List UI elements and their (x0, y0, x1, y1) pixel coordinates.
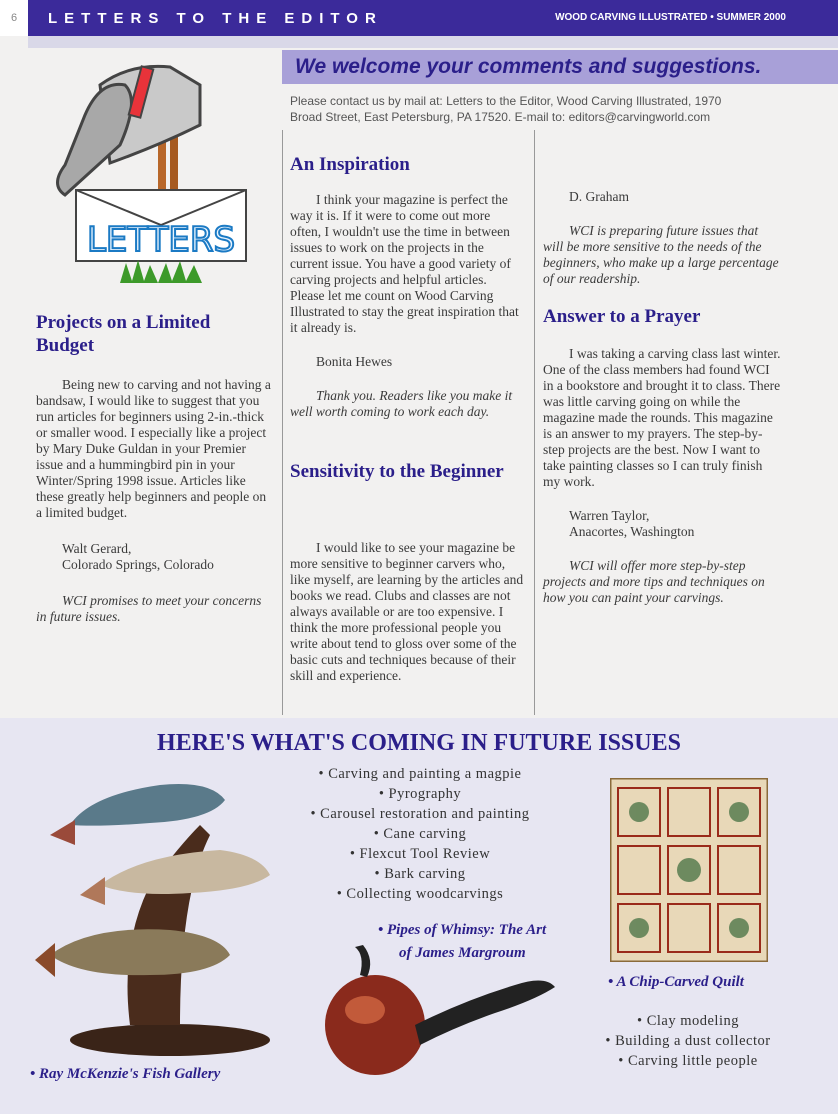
list-item: • Bark carving (374, 866, 466, 882)
quilt-carving-photo (610, 778, 768, 962)
header-underband (28, 36, 838, 48)
list-item: • Carousel restoration and painting (310, 806, 530, 822)
grass (120, 260, 202, 283)
letters-mailbox-logo (40, 55, 260, 295)
letter-sensitivity-body (290, 540, 524, 684)
letter-title: Sensitivity to the Beginner (290, 461, 504, 482)
editor-reply: WCI will offer more step-by-step projects and more tips and techniques on how you can paint your carvings. (543, 558, 765, 605)
letter-signature: Warren Taylor, (569, 508, 650, 523)
list-item: • Building a dust collector (605, 1033, 771, 1049)
letter-budget (36, 311, 272, 625)
continued-text-space (543, 135, 781, 189)
logo-letters-text: LETTERS (86, 220, 236, 260)
list-item: • Cane carving (373, 826, 467, 842)
caption-pipes-line2: of James Margroum (399, 945, 526, 961)
welcome-banner-text: We welcome your comments and suggestions. (295, 55, 762, 78)
page-number: 6 (0, 0, 28, 36)
list-item: • Flexcut Tool Review (349, 846, 491, 862)
letter-signature: Bonita Hewes (316, 354, 393, 369)
magazine-issue: WOOD CARVING ILLUSTRATED • SUMMER 2000 (555, 12, 786, 23)
letter-title: An Inspiration (290, 154, 410, 175)
letter-body: I was taking a carving class last winter. One of the class members had found WCI in a bookstore and brought it to class. There was little carving going on while the magazine made the rounds. This magazine is an answer to my prayers. The step-by-step projects are the best. Now I want to take painting classes so I can truly finish my work. (543, 346, 781, 489)
contact-line: Broad Street, East Petersburg, PA 17520. E-mail to: editors@carvingworld.com (290, 110, 711, 124)
future-list-right (578, 1011, 798, 1071)
future-list-center (270, 764, 570, 904)
editor-reply: Thank you. Readers like you make it well worth coming to work each day. (290, 388, 513, 419)
letter-location: Colorado Springs, Colorado (62, 557, 214, 572)
column-divider (282, 130, 283, 715)
list-item: • Collecting woodcarvings (336, 886, 504, 902)
caption-pipes: • Pipes of Whimsy: The Art (378, 922, 547, 938)
list-item: • Pyrography (378, 786, 462, 802)
fish-carving-photo (30, 765, 280, 1065)
letter-inspiration (290, 153, 524, 499)
letter-title: Answer to a Prayer (543, 306, 701, 327)
letter-body: I would like to see your magazine be more sensitive to beginner carvers who, like myself, are learning by the articles and books we read. Clubs and classes are not always available or are too expensive. I think the more professional people you write about tend to gloss over some of the basic cuts and techniques because of their skill and experience. (290, 540, 524, 683)
section-title: LETTERS TO THE EDITOR (48, 10, 383, 27)
letter-signature: Walt Gerard, (62, 541, 132, 556)
letter-continued (543, 135, 781, 606)
letter-signature: D. Graham (569, 189, 629, 204)
mailbox-door (58, 84, 132, 195)
editor-reply: WCI is preparing future issues that will be more sensitive to the needs of the beginners, who make up a large percentage of our readership. (543, 223, 779, 286)
list-item: • Clay modeling (637, 1013, 739, 1029)
editor-reply: WCI promises to meet your concerns in future issues. (36, 593, 262, 624)
letter-title: Projects on a Limited Budget (36, 312, 211, 356)
letter-body: I think your magazine is perfect the way it is. If it were to come out more often, I wouldn't use the time in between issues to work on the projects in the current issue. You have a good variety of carving projects and helpful articles. Please let me count on Wood Carving Illustrated to stay the great inspiration that it already is. (290, 192, 519, 335)
contact-line: Please contact us by mail at: Letters to the Editor, Wood Carving Illustrated, 1970 (290, 94, 722, 108)
pipe-carving-photo (315, 945, 565, 1080)
list-item: • Carving little people (618, 1053, 758, 1069)
future-issues-title: HERE'S WHAT'S COMING IN FUTURE ISSUES (157, 730, 681, 756)
list-item: • Carving and painting a magpie (318, 766, 522, 782)
contact-info (290, 93, 810, 125)
caption-quilt: • A Chip-Carved Quilt (608, 974, 744, 990)
letter-location: Anacortes, Washington (569, 524, 695, 539)
column-divider (534, 130, 535, 715)
caption-fish-gallery: • Ray McKenzie's Fish Gallery (30, 1066, 221, 1082)
letter-body: Being new to carving and not having a bandsaw, I would like to suggest that you run articles for beginners using 2-in.-thick or smaller wood. I especially like a project by Mary Duke Guldan in your Premier issue and a hummingbird pin in your Winter/Spring 1998 issue. Articles like these greatly help beginners and people on a limited budget. (36, 377, 271, 520)
